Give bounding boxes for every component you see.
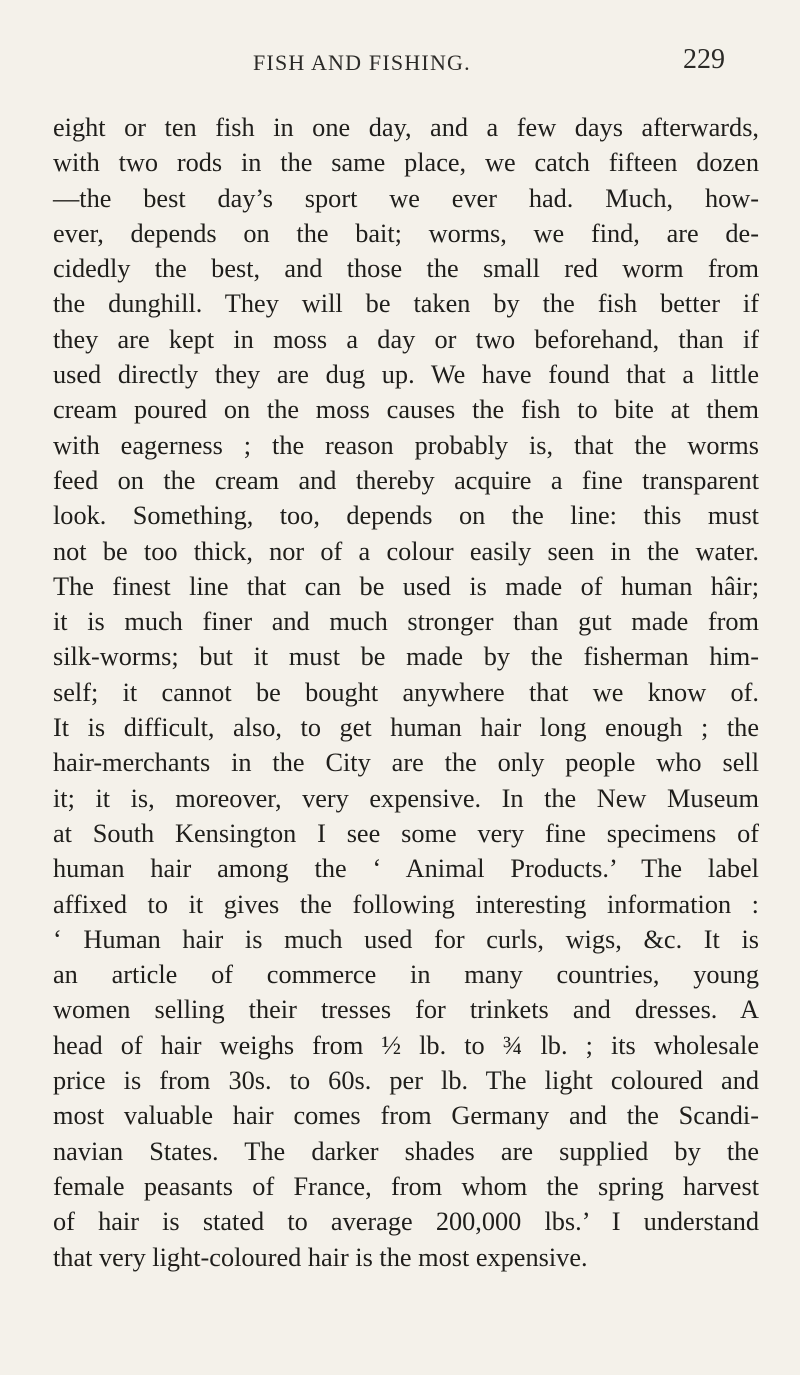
text-line: at South Kensington I see some very fine specimens of (53, 818, 759, 848)
text-line: human hair among the ‘ Animal Products.’ The label (53, 854, 759, 884)
text-line: female peasants of France, from whom the spring harvest (53, 1171, 759, 1201)
text-line: with two rods in the same place, we catch fifteen dozen (53, 148, 759, 178)
text-line: with eagerness ; the reason probably is, that the worms (53, 430, 759, 460)
text-line: ever, depends on the bait; worms, we find, are de- (53, 218, 759, 248)
text-line: hair-merchants in the City are the only people who sell (53, 748, 759, 778)
text-line: it; it is, moreover, very expensive. In the New Museum (53, 783, 759, 813)
text-line: The finest line that can be used is made of human hâir; (53, 571, 759, 601)
text-line: that very light-coloured hair is the most expensive. (53, 1242, 588, 1272)
text-line: It is difficult, also, to get human hair long enough ; the (53, 713, 759, 743)
running-head-title: FISH AND FISHING. (253, 50, 471, 75)
text-line: head of hair weighs from ½ lb. to ¾ lb. ; its wholesale (53, 1030, 759, 1060)
text-line: women selling their tresses for trinkets and dresses. A (53, 995, 759, 1025)
text-line: affixed to it gives the following interesting information : (53, 889, 759, 919)
text-line: not be too thick, nor of a colour easily seen in the water. (53, 536, 759, 566)
page-number: 229 (683, 44, 725, 75)
text-line: —the best day’s sport we ever had. Much, how- (53, 183, 759, 213)
text-line: eight or ten fish in one day, and a few days afterwards, (53, 113, 759, 142)
text-line: of hair is stated to average 200,000 lbs.’ I understand (53, 1207, 759, 1237)
text-line: self; it cannot be bought anywhere that we know of. (53, 677, 759, 707)
text-line: most valuable hair comes from Germany and the Scandi- (53, 1101, 759, 1131)
text-line: price is from 30s. to 60s. per lb. The light coloured and (53, 1066, 759, 1096)
text-line: the dunghill. They will be taken by the fish better if (53, 289, 759, 319)
text-line: an article of commerce in many countries, young (53, 960, 759, 990)
body-text (53, 110, 759, 1275)
running-head (0, 44, 800, 84)
text-line: cidedly the best, and those the small red worm from (53, 254, 759, 284)
text-line: silk-worms; but it must be made by the fisherman him- (53, 642, 759, 672)
text-line: look. Something, too, depends on the line: this must (53, 501, 759, 531)
text-line: ‘ Human hair is much used for curls, wigs, &c. It is (53, 924, 759, 954)
text-line: navian States. The darker shades are supplied by the (53, 1136, 759, 1166)
text-line: used directly they are dug up. We have found that a little (53, 360, 759, 390)
text-line: it is much finer and much stronger than gut made from (53, 607, 759, 637)
text-line: they are kept in moss a day or two beforehand, than if (53, 324, 759, 354)
text-line: feed on the cream and thereby acquire a fine transparent (53, 465, 759, 495)
text-line: cream poured on the moss causes the fish to bite at them (53, 395, 759, 425)
